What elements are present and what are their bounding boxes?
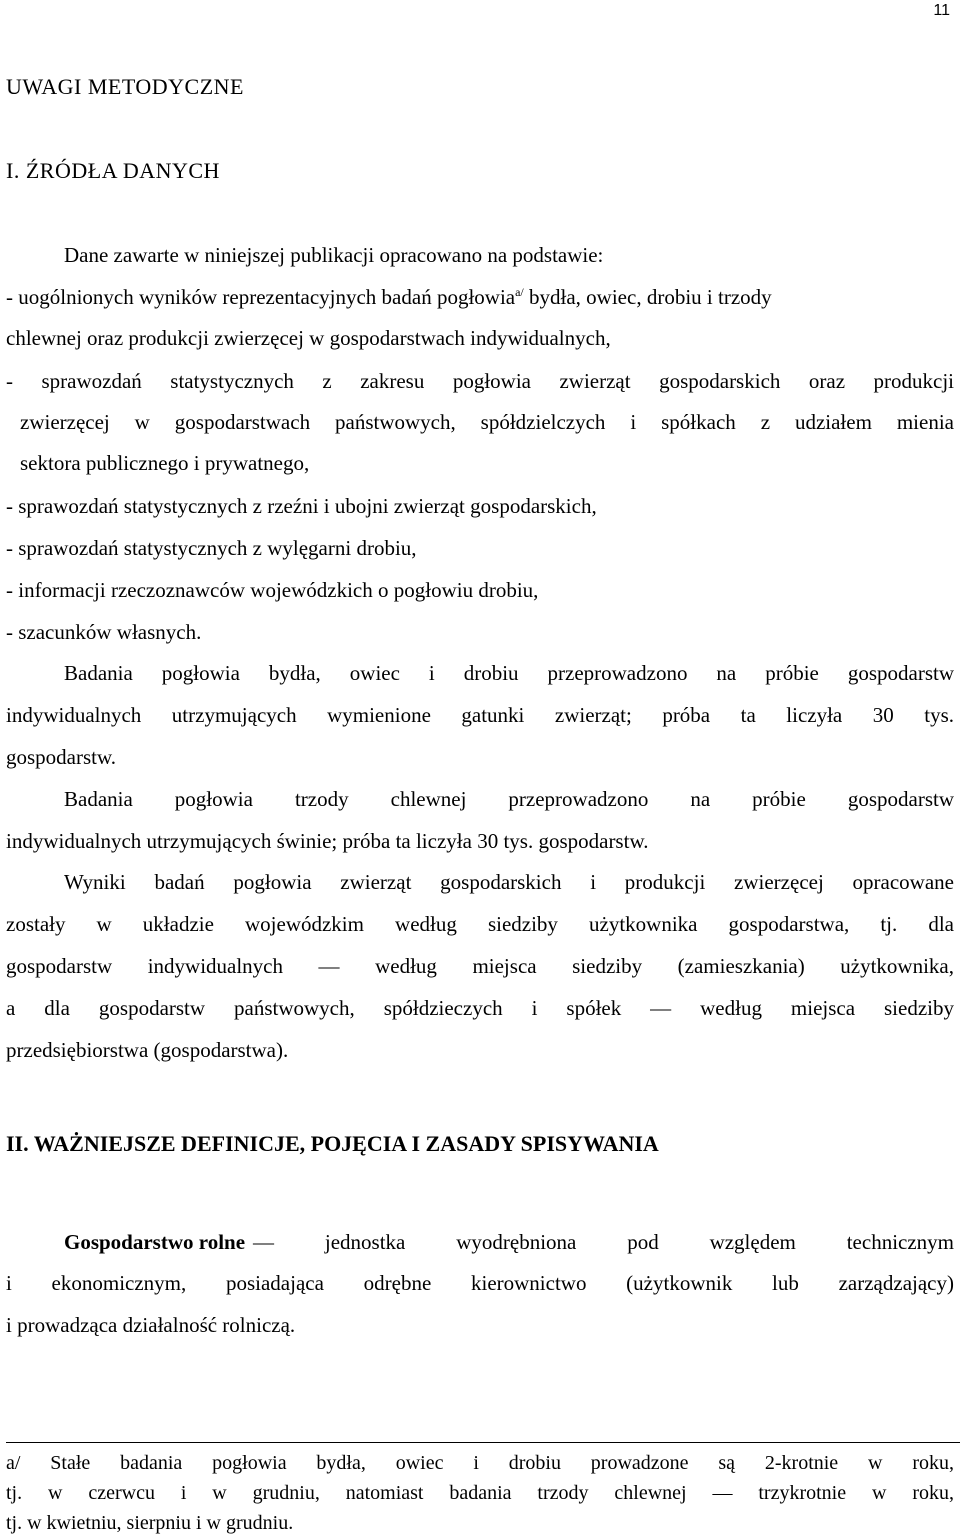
paragraph-line: gospodarstw. bbox=[6, 745, 117, 769]
section-1-heading: I. ŹRÓDŁA DANYCH bbox=[6, 158, 220, 183]
section-2-heading: II. WAŻNIEJSZE DEFINICJE, POJĘCIA I ZASADY SPISYWANIA bbox=[6, 1131, 659, 1156]
intro-text: Dane zawarte w niniejszej publikacji opracowano na podstawie: bbox=[64, 243, 604, 267]
paragraph-line: gospodarstw indywidualnych — według miejsca siedziby (zamieszkania) użytkownika, bbox=[6, 954, 954, 978]
list-item: - informacji rzeczoznawców wojewódzkich o pogłowiu drobiu, bbox=[6, 578, 539, 602]
footnote-line: a/ Stałe badania pogłowia bydła, owiec i drobiu prowadzone są 2-krotnie w roku, bbox=[6, 1452, 954, 1474]
item1-text-b: bydła, owiec, drobiu i trzody bbox=[523, 285, 772, 309]
paragraph-line: a dla gospodarstw państwowych, spółdzieczych i spółek — według miejsca siedziby bbox=[6, 996, 954, 1020]
definition-line bbox=[64, 1229, 954, 1255]
paragraph-line: zostały w układzie wojewódzkim według siedziby użytkownika gospodarstwa, tj. dla bbox=[6, 912, 954, 936]
paragraph-line: Wyniki badań pogłowia zwierząt gospodarskich i produkcji zwierzęcej opracowane bbox=[64, 870, 954, 894]
footnote-line: tj. w czerwcu i w grudniu, natomiast badania trzody chlewnej — trzykrotnie w roku, bbox=[6, 1482, 954, 1504]
page-number: 11 bbox=[933, 2, 950, 19]
list-item-cont: chlewnej oraz produkcji zwierzęcej w gospodarstwach indywidualnych, bbox=[6, 326, 611, 350]
paragraph-line: Badania pogłowia trzody chlewnej przeprowadzono na próbie gospodarstw bbox=[64, 787, 954, 811]
footnote-ref: a/ bbox=[515, 285, 524, 299]
definition-line: i ekonomicznym, posiadająca odrębne kierownictwo (użytkownik lub zarządzający) bbox=[6, 1271, 954, 1295]
list-item-cont: sektora publicznego i prywatnego, bbox=[20, 451, 310, 475]
definition-line: i prowadząca działalność rolniczą. bbox=[6, 1313, 296, 1337]
paragraph-line: Badania pogłowia bydła, owiec i drobiu przeprowadzono na próbie gospodarstw bbox=[64, 661, 954, 685]
footnote-divider bbox=[6, 1442, 960, 1443]
definition-text: — jednostka wyodrębniona pod względem technicznym bbox=[253, 1230, 954, 1254]
paragraph-line: przedsiębiorstwa (gospodarstwa). bbox=[6, 1038, 289, 1062]
paragraph-line: indywidualnych utrzymujących wymienione gatunki zwierząt; próba ta liczyła 30 tys. bbox=[6, 703, 954, 727]
list-item bbox=[6, 284, 772, 310]
list-item-cont: zwierzęcej w gospodarstwach państwowych, spółdzielczych i spółkach z udziałem mienia bbox=[20, 410, 954, 434]
list-item: - sprawozdań statystycznych z rzeźni i ubojni zwierząt gospodarskich, bbox=[6, 494, 597, 518]
footnote-line: tj. w kwietniu, sierpniu i w grudniu. bbox=[6, 1512, 294, 1534]
definition-term: Gospodarstwo rolne bbox=[64, 1230, 246, 1254]
paragraph-line: indywidualnych utrzymujących świnie; próba ta liczyła 30 tys. gospodarstw. bbox=[6, 829, 649, 853]
page-title: UWAGI METODYCZNE bbox=[6, 74, 244, 99]
list-item: - sprawozdań statystycznych z wylęgarni drobiu, bbox=[6, 536, 417, 560]
item1-text-a: - uogólnionych wyników reprezentacyjnych badań pogłowia bbox=[6, 285, 516, 309]
list-item: - sprawozdań statystycznych z zakresu pogłowia zwierząt gospodarskich oraz produkcji bbox=[6, 369, 954, 393]
list-item: - szacunków własnych. bbox=[6, 620, 202, 644]
